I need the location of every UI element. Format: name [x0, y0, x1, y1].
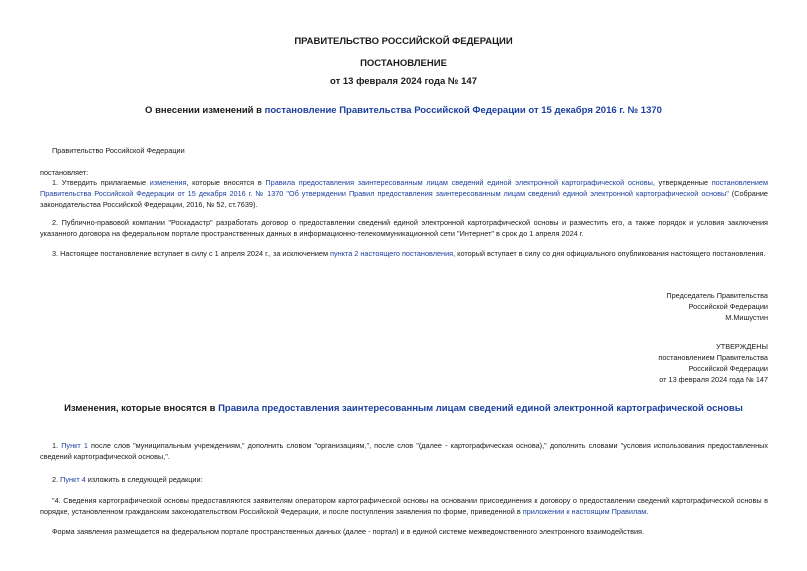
change-4: Форма заявления размещается на федеральном портале пространственных данных (далее - портал) и в единой системе межведомственного электронного взаимодействия. [52, 527, 645, 536]
change-1-link[interactable]: Пункт 1 [61, 441, 88, 450]
item-1-changes-link[interactable]: изменения [149, 178, 187, 187]
approval-line-2: постановлением Правительства [658, 353, 768, 362]
document-type: ПОСТАНОВЛЕНИЕ [360, 58, 447, 69]
changes-title-prefix: Изменения, которые вносятся в [64, 403, 219, 414]
government-name: Правительство Российской Федерации [52, 146, 185, 155]
change-1-text: после слов "муниципальным учреждениям," дополнить словом "организациям,", после слов "(далее - картографическая основа)," дополнить словами "условия использования предоставленных сведений картографической основы,". [40, 441, 768, 461]
approval-block [658, 341, 768, 385]
signature-name: М.Мишустин [725, 313, 768, 322]
changes-title-link[interactable]: Правила предоставления заинтересованным лицам сведений единой электронной картографической основы [218, 403, 743, 414]
signature-org: Российской Федерации [688, 302, 768, 311]
approval-line-3: Российской Федерации [688, 364, 768, 373]
change-3-text-a: "4. Сведения картографической основы предоставляются заявителям оператором картографической основы на основании присоединения к договору о предоставлении сведений картографической основы в порядке, установленном гражданским законодательством Российской Федерации, и после поступления заявления по форме, приведенной в [40, 496, 768, 516]
change-2-link[interactable]: Пункт 4 [60, 475, 86, 484]
subject-prefix: О внесении изменений в [145, 105, 265, 116]
signature-position: Председатель Правительства [666, 291, 768, 300]
document-date: от 13 февраля 2024 года № 147 [330, 76, 477, 87]
change-1 [40, 440, 768, 462]
item-1-text-a: 1. Утвердить прилагаемые [52, 178, 150, 187]
item-1-text-d: (Собрание законодательства Российской Федерации, 2016, № 52, ст.7639). [40, 189, 768, 209]
item-1 [40, 177, 768, 210]
item-3 [40, 248, 768, 259]
change-2-text: изложить в следующей редакции: [85, 475, 203, 484]
change-3 [40, 495, 768, 517]
change-1-num: 1. [52, 441, 62, 450]
signature-block [666, 290, 768, 323]
approval-line-4: от 13 февраля 2024 года № 147 [659, 375, 768, 384]
item-1-text-c: , утвержденные [652, 178, 712, 187]
item-1-rules-link[interactable]: Правила предоставления заинтересованным лицам сведений единой электронной картографической основы [265, 178, 653, 187]
government-title: ПРАВИТЕЛЬСТВО РОССИЙСКОЙ ФЕДЕРАЦИИ [294, 36, 513, 47]
approval-line-1: УТВЕРЖДЕНЫ [716, 342, 768, 351]
change-3-link[interactable]: приложении к настоящим Правилам [522, 507, 647, 516]
change-2 [40, 474, 768, 485]
item-3-text-a: 3. Настоящее постановление вступает в силу с 1 апреля 2024 г., за исключением [52, 249, 331, 258]
item-3-link[interactable]: пункта 2 настоящего постановления [330, 249, 454, 258]
document-subject [0, 105, 807, 116]
item-2: 2. Публично-правовой компании "Роскадастр" разработать договор о предоставлении сведений единой электронной картографической основы и разместить его, а также порядок и условия заключения указанного договора на федеральном портале пространственных данных в информационно-телекоммуникационной сети "Интернет" в срок до 1 апреля 2024 г. [40, 218, 768, 238]
postanovlyaet-text: постановляет: [40, 168, 89, 177]
subject-link[interactable]: постановление Правительства Российской Федерации от 15 декабря 2016 г. № 1370 [264, 105, 662, 116]
item-1-resolution-link[interactable]: постановлением Правительства Российской Федерации от 15 декабря 2016 г. № 1370 "Об утверждении Правил предоставления заинтересованным лицам сведений единой электронной картографической основы" [40, 178, 769, 198]
change-3-text-b: . [646, 507, 649, 516]
changes-title [0, 403, 807, 414]
item-1-text-b: , которые вносятся в [186, 178, 266, 187]
item-3-text-b: , который вступает в силу со дня официального опубликования настоящего постановления. [453, 249, 766, 258]
change-2-num: 2. [52, 475, 61, 484]
